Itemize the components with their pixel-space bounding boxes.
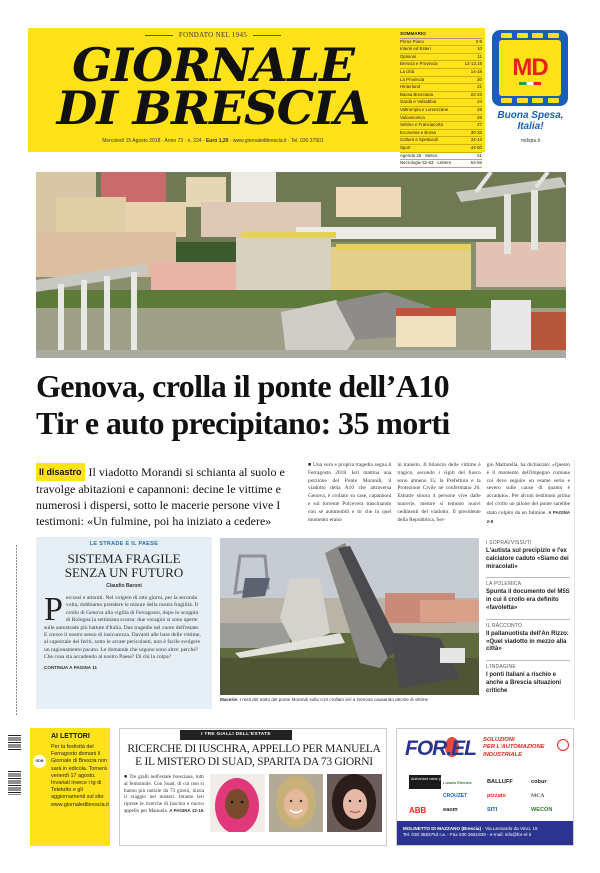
bridge-collapse-illustration xyxy=(36,172,566,358)
related-news-kicker: L'INDAGINE xyxy=(486,664,516,671)
md-logo-blocks xyxy=(501,98,559,103)
forel-advertisement[interactable] xyxy=(396,728,574,846)
md-logo xyxy=(492,30,568,106)
brand-logo: BALLUFF xyxy=(487,779,513,785)
md-logo-blocks xyxy=(501,33,559,38)
caption-text: I resti del tratto del ponte Morandi sulla A10 crollato ieri a Genova causando decine di vittime xyxy=(238,697,429,702)
subheadline-text: Il viadotto Morandi si schianta al suolo e travolge abitazioni e capannoni: decine le vittime e numerosi i dispersi, sotto le macerie persone vive I testimoni: «Un fulmine, poi ha iniziato a cedere» xyxy=(36,465,285,528)
kicker-disastro: Il disastro xyxy=(36,463,85,481)
toc-item[interactable] xyxy=(400,115,482,123)
portrait-photo xyxy=(210,774,265,832)
forel-slogan-line2: PER L'AUTOMAZIONE xyxy=(483,744,545,751)
toc-item[interactable] xyxy=(400,54,482,62)
related-news-item[interactable] xyxy=(486,660,570,695)
md-logo-inner xyxy=(499,40,561,96)
editorial-title-line1: SISTEMA FRAGILE xyxy=(67,551,181,566)
portrait-photo xyxy=(327,774,382,832)
toc-item-pages: 11 xyxy=(477,53,482,59)
toc-item[interactable] xyxy=(400,39,482,47)
toc-item[interactable] xyxy=(400,99,482,107)
table-of-contents xyxy=(400,31,482,168)
lead-article xyxy=(308,462,570,526)
toc-item-label: Valtrompia e Lumezzane xyxy=(400,106,449,112)
editorial-author: Claudio Baroni xyxy=(106,583,142,589)
barcode-lines xyxy=(8,735,21,751)
related-news-title: Spunta il documento del M5S in cui il crollo era definito «favoletta» xyxy=(486,589,570,611)
toc-heading: SOMMARIO xyxy=(400,31,482,39)
notice-body: Per la festività del Ferragosto domani il Giornale di Brescia non sarà in edicola. Tornerà venerdì 17 agosto. Invariati invece i tg di Teletutto e gli aggiornamenti sul sito www.giornaledibrescia.it xyxy=(51,744,109,808)
toc-item[interactable] xyxy=(400,137,482,145)
related-news-item[interactable] xyxy=(486,619,570,654)
brand-logo: SITI xyxy=(487,807,498,813)
partner-brands xyxy=(409,775,569,819)
related-news-kicker: IL RACCONTO xyxy=(486,622,523,629)
portrait-photos xyxy=(210,774,382,832)
related-news-item[interactable] xyxy=(486,577,570,612)
gdb-badge-icon: GDB xyxy=(33,755,46,768)
brand-logo: WECON xyxy=(531,807,553,813)
toc-item-pages: 27 xyxy=(477,122,482,128)
editorial-kicker: LE STRADE E IL PAESE xyxy=(89,541,159,547)
toc-item[interactable] xyxy=(400,92,482,100)
toc-item-pages: 34-43 xyxy=(470,137,482,143)
price: Euro 1,20 xyxy=(205,138,229,144)
caption-label: Macerie. xyxy=(220,697,239,702)
toc-item[interactable] xyxy=(400,153,482,161)
newspaper-title-line2: DI BRESCIA xyxy=(56,81,370,135)
toc-item-pages: 24 xyxy=(477,99,482,105)
toc-item[interactable] xyxy=(400,69,482,77)
related-news-sidebar xyxy=(486,537,570,702)
md-advertisement[interactable] xyxy=(488,28,573,152)
forel-location: MOLINETTO DI MAZZANO (Brescia) xyxy=(403,826,482,831)
italian-flag-stripe xyxy=(519,82,541,85)
toc-item-pages: 54-55 xyxy=(470,160,482,166)
editorial-text: ercossi e attoniti. Nel volgere di otto giorni, per la seconda volta, dobbiamo prendere le misure della nostra fragilità. Il crollo di Genova alla vigilia di Ferragosto, dopo lo scoppio di Bologna la settimana scorsa: due voragini si sono aperte sulle autostrade più battute d'Italia. Due tragedie nel cuore dell'estate. E cresce il nostro senso di insicurezza. Davanti alle bare delle vittime, al capezzale dei feriti, sotto le arcate pericolanti, non è facile svolgere un ragionamento pacato. Le domande che urgono sono altre: perché? Che cosa sta accadendo al nostro Paese? Di chi la colpa? xyxy=(44,595,201,661)
toc-item-label: Sport xyxy=(400,144,411,150)
newspaper-logo[interactable] xyxy=(28,28,398,152)
forel-slogan xyxy=(483,737,545,759)
dateline-date: Mercoledì 15 Agosto 2018 · Anno 73 · n. 224 · xyxy=(102,138,206,144)
continue-link[interactable]: CONTINUA A PAGINA 11 xyxy=(44,664,98,670)
toc-item-label: Brescia e Provincia xyxy=(400,61,438,67)
brand-logo: CROUZET xyxy=(443,793,468,799)
vertical-legal-text xyxy=(14,545,20,715)
toc-item-label: Hinterland xyxy=(400,84,421,90)
editorial-box xyxy=(36,537,212,709)
lead-column-1: ■ Una vera e propria tragedia segna il Ferragosto 2018. Ieri mattina una porzione del Ponte Morandi, il viadotto della A10 che attraversa Genova, è crollato su case, capannoni e sul torrente Polcevera trascinando con sé automobili e tir che in quel momento erano xyxy=(308,462,392,523)
brand-logo: MCA xyxy=(531,793,545,799)
toc-item[interactable] xyxy=(400,61,482,69)
dateline xyxy=(28,138,398,144)
story-body-text: ■ Tre gialli nell'estate bresciana, tutti al femminile. Con Suad, di cui non si hanno più notizie da 73 giorni, inizia il viaggio nei misteri. Intanto ieri riprese le ricerche di Iuschra e nuovo appello per Manuela. xyxy=(124,774,204,814)
barcode-lines xyxy=(8,771,21,795)
lead-column-3 xyxy=(487,462,570,526)
editorial-title[interactable] xyxy=(36,552,212,580)
toc-item[interactable] xyxy=(400,160,482,168)
brand-logo: cobur xyxy=(531,779,547,785)
page-reference-link[interactable]: A PAGINA 2-9 xyxy=(486,509,570,524)
toc-item-label: La città xyxy=(400,68,415,74)
barcode xyxy=(5,735,23,810)
page-edge-line xyxy=(574,460,578,720)
toc-item-pages: 2-9 xyxy=(475,38,482,44)
lead-column-2: in transito. Il bilancio delle vittime è tragico, secondo i vigili del fuoco sono almeno 35, la Prefettura e la Protezione Civile ne confermano 26. Estratte sinora 4 persone vive dalle macerie, mentre si temono nuovi cedimenti del viadotto. Il presidente della Repubblica, Ser- xyxy=(397,462,481,523)
summer-mysteries-story[interactable] xyxy=(119,728,387,846)
toc-item[interactable] xyxy=(400,77,482,85)
related-news-kicker: I SOPRAVVISSUTI xyxy=(486,540,532,546)
toc-item-label: Interni ed Esteri xyxy=(400,46,431,52)
story-body xyxy=(124,774,204,815)
toc-item-pages: 21 xyxy=(477,84,482,90)
toc-item-pages: 14-18 xyxy=(470,68,482,74)
drop-cap: P xyxy=(44,591,63,628)
toc-item-pages: 44-50 xyxy=(470,144,482,150)
related-news-title: Il pallanuotista dell'An Rizzo: «Quel viadotto in mezzo alla città» xyxy=(486,630,569,653)
related-news-item[interactable] xyxy=(486,537,570,571)
story-kicker: I TRE GIALLI DELL'ESTATE xyxy=(180,730,292,740)
toc-item-pages: 25 xyxy=(477,106,482,112)
main-headline[interactable] xyxy=(36,368,568,442)
photo-bridge-rubble[interactable] xyxy=(220,538,479,695)
story-title-line2: E IL MISTERO DI SUAD, SPARITA DA 73 GIORNI xyxy=(135,756,373,768)
toc-item-pages: 12-13,19 xyxy=(464,61,482,67)
authorized-provider-badge: Authorized value provider xyxy=(409,775,441,789)
forel-logo: FOR.EL xyxy=(405,737,476,760)
forel-slogan-line3: INDUSTRIALE xyxy=(483,751,522,758)
portrait-photo xyxy=(269,774,324,832)
forel-contacts: Tel. 030 3583753 r.a. - Fax 030 2681939 - e-mail: info@for-el.it xyxy=(403,832,532,838)
notice-title: AI LETTORI xyxy=(51,733,90,740)
md-url[interactable]: mdspa.it xyxy=(521,138,540,144)
toc-item-label: Bassa Bresciana xyxy=(400,91,433,97)
toc-item-pages: 51 xyxy=(477,152,482,158)
toc-item-label: Valcamonica xyxy=(400,114,425,120)
toc-item[interactable] xyxy=(400,122,482,130)
toc-item-pages: 26 xyxy=(477,114,482,120)
dateline-contacts: · www.giornaledibrescia.it · Tel. 030.37901 xyxy=(228,138,324,144)
toc-item-label: Cultura e Spettacoli xyxy=(400,137,439,143)
newspaper-title-line1: GIORNALE xyxy=(72,38,354,92)
forel-address: - Via Leonardo da Vinci, 15 xyxy=(481,826,538,831)
toc-item-label: Opinioni xyxy=(400,53,417,59)
subheadline xyxy=(36,463,302,529)
md-slogan: Buona Spesa, Italia! xyxy=(497,110,564,132)
related-news-kicker: LA POLEMICA xyxy=(486,581,522,588)
page-reference-link[interactable]: A PAGINA 12-15 xyxy=(169,807,204,813)
toc-item-label: Primo Piano xyxy=(400,38,424,44)
photo-caption xyxy=(220,697,480,702)
toc-item[interactable] xyxy=(400,145,482,153)
headline-line2: Tir e auto precipitano: 35 morti xyxy=(36,405,450,441)
lead-column-3-text: gio Mattarella, ha dichiarato: «Questo è il momento dell'impegno comune cui deve seguire un esame serio e severo sulle cause di quanto è accaduto». Per alcuni testimoni prima del crollo un pilone del ponte sarebbe stato colpito da un fulmine. xyxy=(486,462,570,516)
brand-logo: ABB xyxy=(409,805,427,815)
toc-item-pages: 30-33 xyxy=(470,129,482,135)
notice-to-readers xyxy=(30,728,110,846)
editorial-title-line2: SENZA UN FUTURO xyxy=(64,565,184,580)
masthead xyxy=(28,28,485,166)
certification-badge-icon xyxy=(557,739,569,751)
toc-item-label: Necrologie 52-53 · Lettere xyxy=(400,160,452,166)
toc-item[interactable] xyxy=(400,84,482,92)
brand-logo: Lovato Electric xyxy=(443,779,472,785)
toc-item-pages: 10 xyxy=(477,46,482,52)
toc-item[interactable] xyxy=(400,107,482,115)
toc-item-label: Agenda 29 · Meteo xyxy=(400,152,438,158)
brand-logo: pizzato xyxy=(487,793,506,799)
related-news-title: L'autista sul precipizio e l'ex calciatore caduto «Siamo dei miracolati» xyxy=(486,548,569,570)
rubble-illustration xyxy=(220,538,479,695)
forel-contact-footer xyxy=(397,821,573,845)
story-title-line1: RICERCHE DI IUSCHRA, APPELLO PER MANUELA xyxy=(127,743,381,755)
toc-item-label: La Provincia xyxy=(400,76,425,82)
headline-line1: Genova, crolla il ponte dell’A10 xyxy=(36,368,450,404)
toc-item[interactable] xyxy=(400,46,482,54)
toc-item-pages: 22-23 xyxy=(470,91,482,97)
toc-item-pages: 20 xyxy=(477,76,482,82)
toc-item-label: Economia e Borsa xyxy=(400,129,436,135)
forel-slogan-line1: SOLUZIONI xyxy=(483,737,515,743)
story-title xyxy=(120,743,388,769)
brand-logo: eaom xyxy=(443,807,458,813)
toc-item-label: Sebino e Franciacorta xyxy=(400,122,443,128)
toc-item-label: Garda e Valsabbia xyxy=(400,99,437,105)
md-logo-text: MD xyxy=(512,54,548,81)
main-photo-bridge-collapse[interactable] xyxy=(36,172,566,358)
founded-year: FONDATO NEL 1945 xyxy=(28,31,398,39)
related-news-title: I ponti italiani a rischio e anche a Brescia situazioni critiche xyxy=(486,672,562,694)
editorial-body xyxy=(44,591,204,671)
toc-item[interactable] xyxy=(400,130,482,138)
